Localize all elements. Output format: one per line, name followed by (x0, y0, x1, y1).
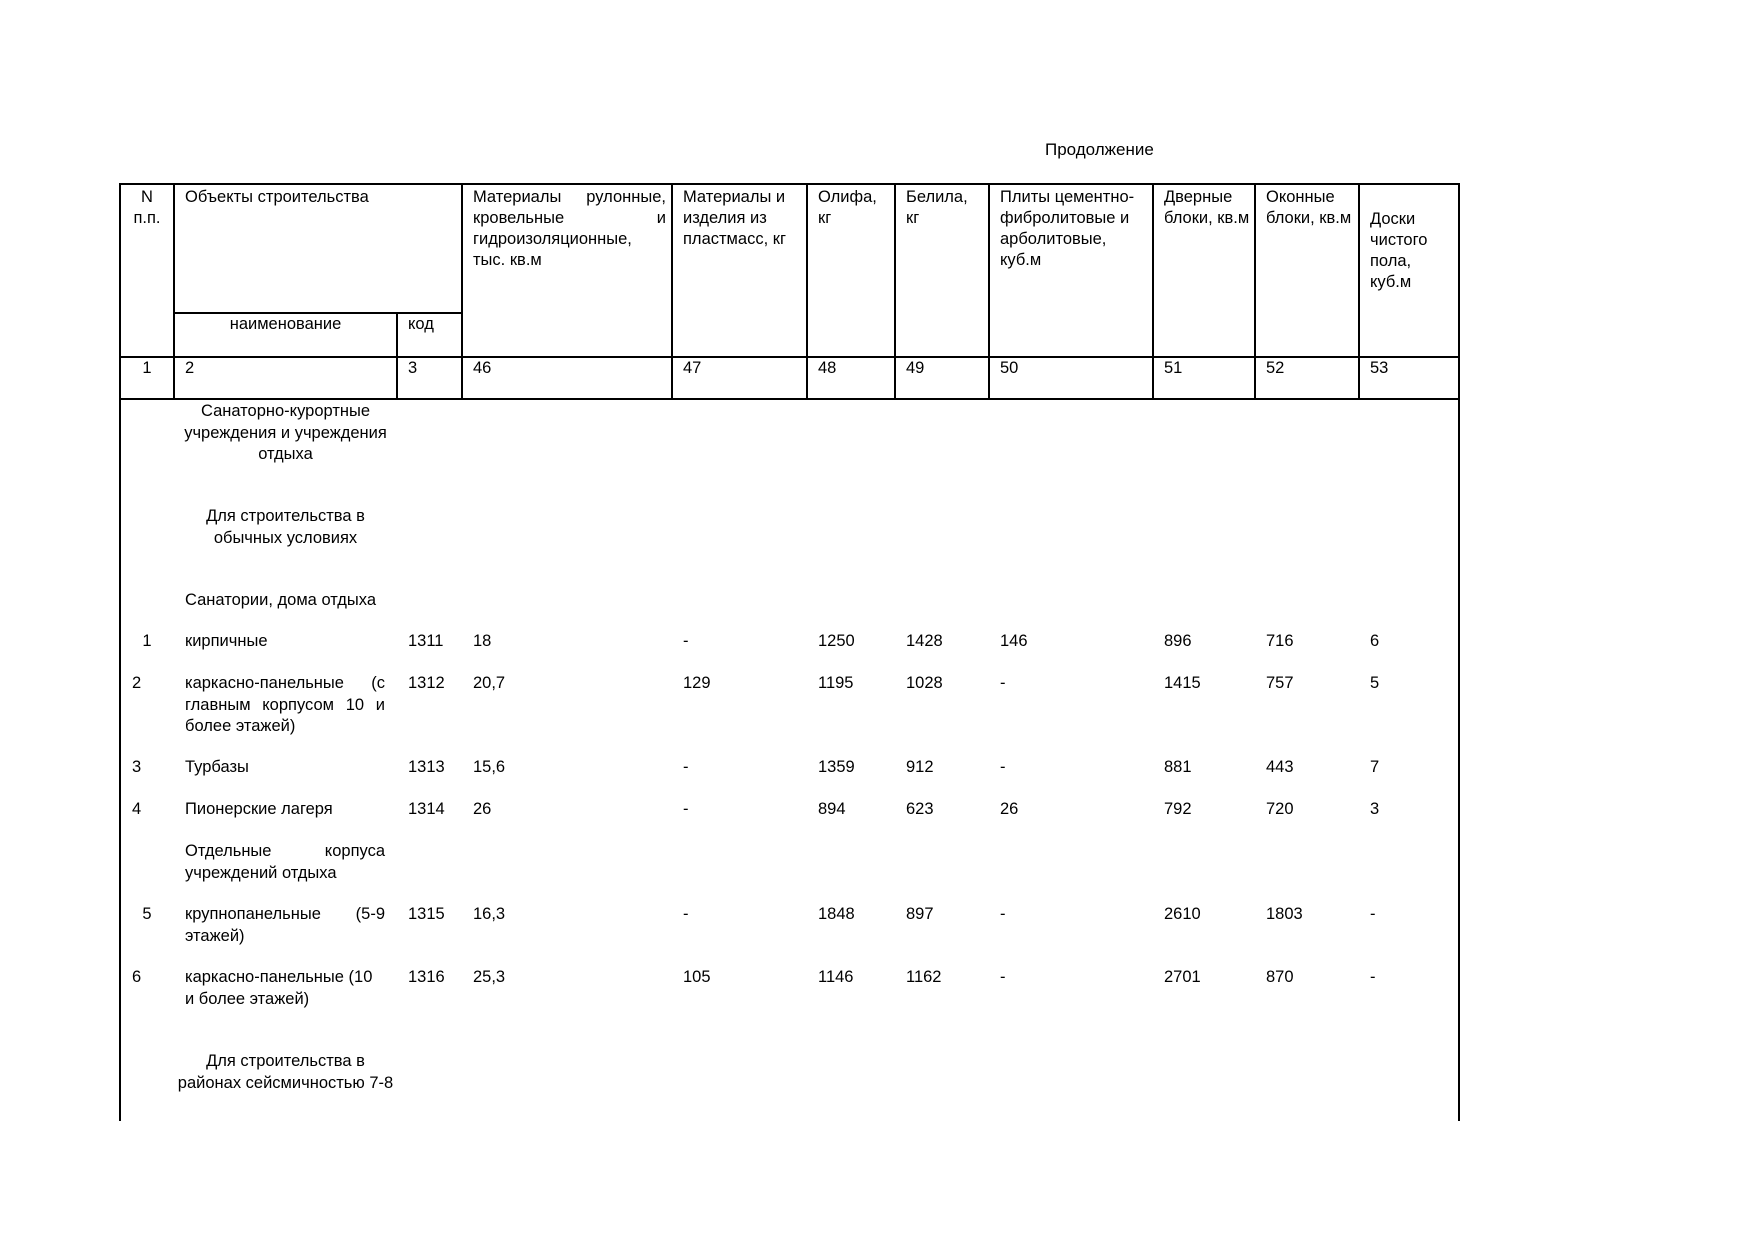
row-number: 2 (132, 674, 142, 692)
row-value: 25,3 (473, 968, 506, 986)
colnum-1: 1 (142, 359, 152, 377)
row-value: 1428 (906, 632, 943, 650)
colnum-51: 51 (1164, 359, 1183, 377)
colnum-2: 2 (185, 359, 195, 377)
row-value: - (683, 758, 689, 776)
row-value: 720 (1266, 800, 1294, 818)
row-value: 1803 (1266, 905, 1303, 923)
row-code: 1316 (408, 968, 445, 986)
row-value: 2610 (1164, 905, 1201, 923)
table-body (119, 399, 1460, 1121)
row-value: 3 (1370, 800, 1380, 818)
row-value: - (683, 905, 689, 923)
header-col53: Доски чистого пола, куб.м (1370, 210, 1428, 291)
row-value: 26 (473, 800, 492, 818)
row-value: 443 (1266, 758, 1294, 776)
row-value: 16,3 (473, 905, 506, 923)
row-value: - (683, 800, 689, 818)
row-number: 3 (132, 758, 142, 776)
divider (1358, 185, 1360, 398)
row-value: 105 (683, 968, 711, 986)
row-value: 897 (906, 905, 934, 923)
group-title: Санатории, дома отдыха (185, 591, 376, 609)
divider (121, 356, 1460, 358)
row-number: 4 (132, 800, 142, 818)
row-value: 146 (1000, 632, 1028, 650)
row-value: 1162 (906, 968, 942, 986)
row-value: 5 (1370, 674, 1380, 692)
row-value: 1250 (818, 632, 855, 650)
row-code: 1311 (408, 632, 444, 650)
row-value: 881 (1164, 758, 1192, 776)
colnum-52: 52 (1266, 359, 1285, 377)
row-value: 2701 (1164, 968, 1201, 986)
row-value: - (683, 632, 689, 650)
row-value: - (1370, 968, 1376, 986)
row-value: 6 (1370, 632, 1380, 650)
divider (461, 185, 463, 398)
row-value: 912 (906, 758, 934, 776)
row-value: 894 (818, 800, 846, 818)
row-value: 716 (1266, 632, 1294, 650)
colnum-53: 53 (1370, 359, 1389, 377)
row-value: - (1370, 905, 1376, 923)
row-value: 896 (1164, 632, 1192, 650)
section-title: Для строительства в обычных условиях (206, 507, 365, 547)
header-col51: Дверные блоки, кв.м (1164, 188, 1250, 227)
colnum-49: 49 (906, 359, 925, 377)
table-header (119, 183, 1460, 400)
header-col46: Материалы рулонные, кровельные и гидроизоляционные, тыс. кв.м (473, 188, 666, 269)
row-value: 623 (906, 800, 934, 818)
row-value: 1028 (906, 674, 943, 692)
row-value: - (1000, 674, 1006, 692)
divider (806, 185, 808, 398)
header-col47: Материалы и изделия из пластмасс, кг (683, 188, 786, 248)
header-col48: Олифа, кг (818, 188, 877, 227)
divider (894, 185, 896, 398)
row-name: кирпичные (185, 632, 268, 650)
row-value: 757 (1266, 674, 1294, 692)
row-value: 15,6 (473, 758, 506, 776)
row-name: Пионерские лагеря (185, 800, 333, 818)
divider (1152, 185, 1154, 398)
header-col50: Плиты цементно-фибролитовые и арболитовые, куб.м (1000, 188, 1135, 269)
row-number: 5 (142, 905, 152, 923)
row-name: каркасно-панельные (10 и более этажей) (185, 968, 373, 1008)
section-title: Санаторно-курортные учреждения и учреждения отдыха (184, 402, 387, 463)
row-value: 792 (1164, 800, 1192, 818)
header-col49: Белила, кг (906, 188, 968, 227)
colnum-3: 3 (408, 359, 418, 377)
row-number: 6 (132, 968, 142, 986)
continuation-label: Продолжение (1045, 140, 1154, 159)
divider (173, 185, 175, 398)
row-value: 1415 (1164, 674, 1201, 692)
row-value: - (1000, 905, 1006, 923)
row-value: 20,7 (473, 674, 506, 692)
row-name: каркасно-панельные (с главным корпусом 10 и более этажей) (185, 674, 385, 735)
section-title: Для строительства в районах сейсмичностью 7-8 (177, 1052, 394, 1092)
header-np: N п.п. (133, 188, 161, 227)
header-name: наименование (229, 315, 342, 333)
row-code: 1313 (408, 758, 445, 776)
row-value: 1848 (818, 905, 855, 923)
header-col52: Оконные блоки, кв.м (1266, 188, 1352, 227)
row-value: 1195 (818, 674, 854, 692)
row-code: 1315 (408, 905, 445, 923)
colnum-46: 46 (473, 359, 492, 377)
row-value: 1146 (818, 968, 854, 986)
divider (1254, 185, 1256, 398)
group-title: Отдельные корпуса учреждений отдыха (185, 842, 385, 882)
row-name: Турбазы (185, 758, 249, 776)
divider (988, 185, 990, 398)
colnum-47: 47 (683, 359, 702, 377)
row-value: 18 (473, 632, 492, 650)
header-code: код (408, 315, 434, 333)
row-code: 1314 (408, 800, 445, 818)
row-number: 1 (142, 632, 152, 650)
row-value: 870 (1266, 968, 1294, 986)
row-value: 7 (1370, 758, 1380, 776)
colnum-48: 48 (818, 359, 837, 377)
row-value: - (1000, 968, 1006, 986)
header-objects: Объекты строительства (185, 188, 369, 206)
row-value: 26 (1000, 800, 1019, 818)
row-value: 1359 (818, 758, 855, 776)
row-value: 129 (683, 674, 711, 692)
divider (671, 185, 673, 398)
row-value: - (1000, 758, 1006, 776)
row-name: крупнопанельные (5-9 этажей) (185, 905, 385, 945)
colnum-50: 50 (1000, 359, 1019, 377)
row-code: 1312 (408, 674, 445, 692)
